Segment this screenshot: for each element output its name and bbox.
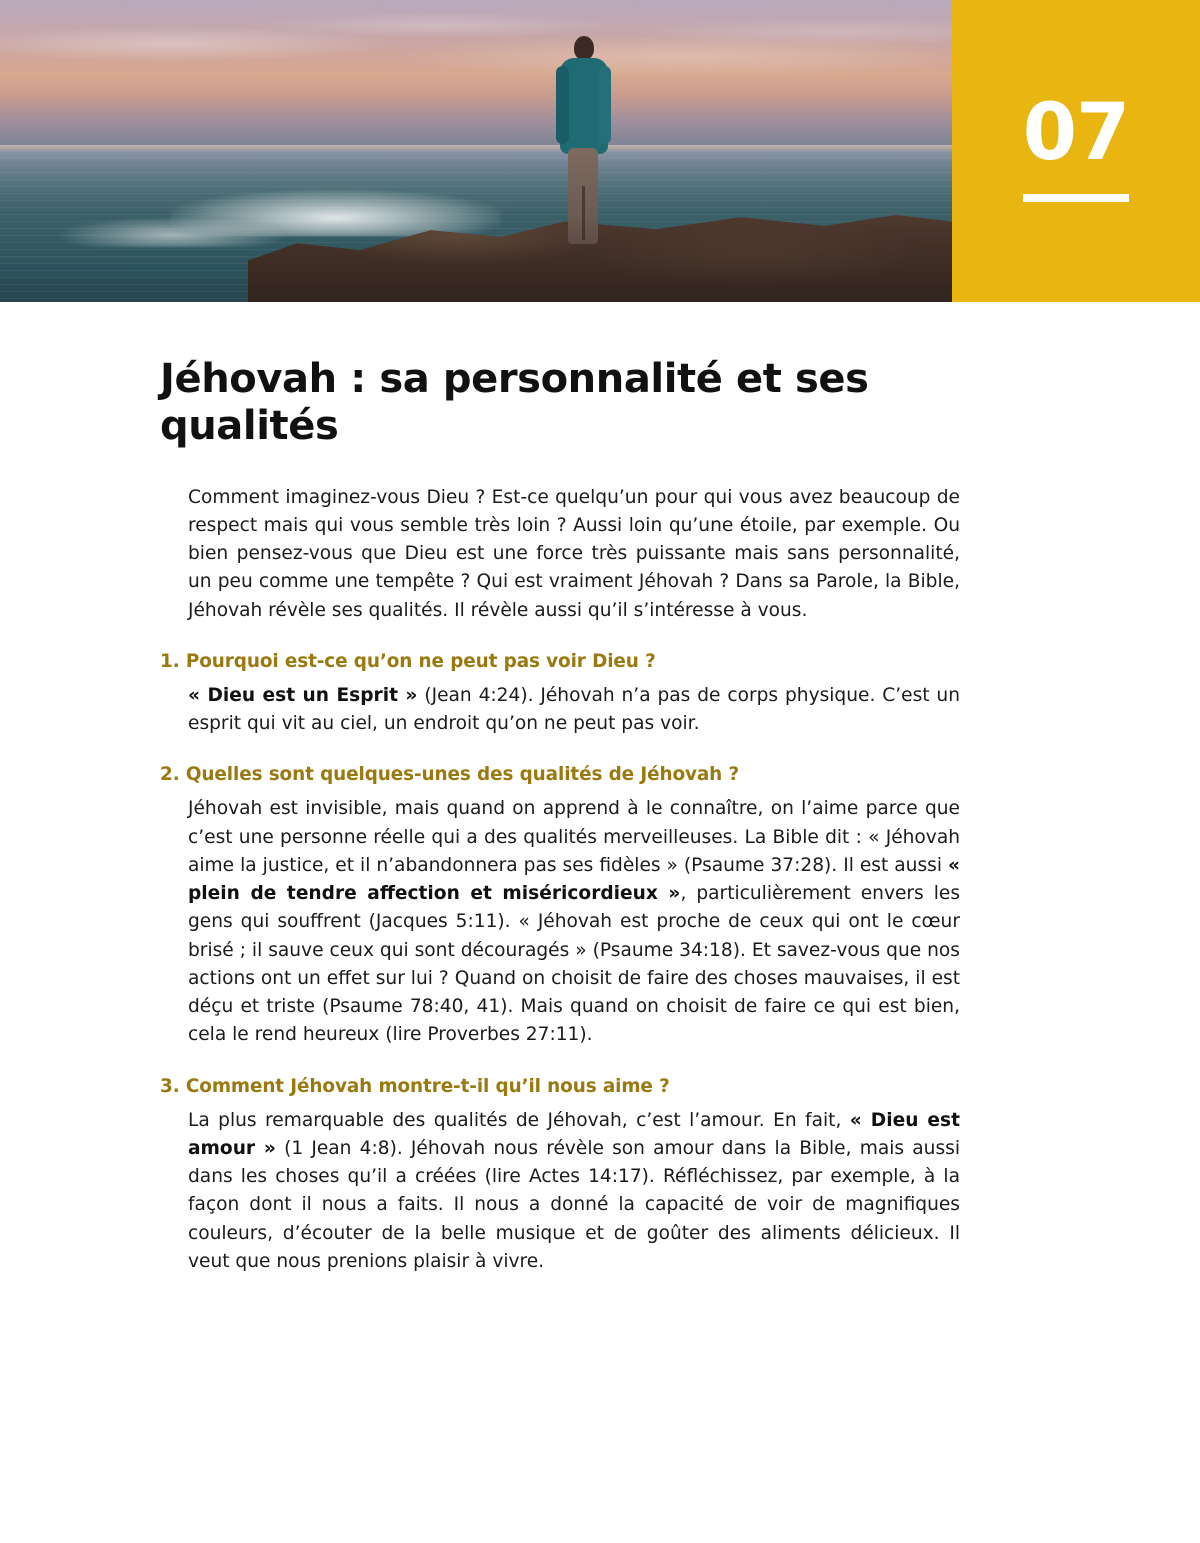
person-left-arm <box>556 66 569 144</box>
intro-paragraph: Comment imaginez-vous Dieu ? Est-ce quelqu’un pour qui vous avez beaucoup de respect mais qui vous semble très loin ? Aussi loin qu’une étoile, par exemple. Ou bien pensez-vous que Dieu est une force très puissante mais sans personnalité, un peu comme une tempête ? Qui est vraiment Jéhovah ? Dans sa Parole, la Bible, Jéhovah révèle ses qualités. Il révèle aussi qu’il s’intéresse à vous. <box>188 486 960 621</box>
article-body <box>160 484 960 1277</box>
breaking-wave-secondary <box>57 217 287 247</box>
hero-photo <box>0 0 952 302</box>
answer-paragraph: La plus remarquable des qualités de Jéhovah, c’est l’amour. En fait, « Dieu est amour » (1 Jean 4:8). Jéhovah nous révèle son amour dans la Bible, mais aussi dans les choses qu’il a créées (lire Actes 14:17). Réfléchissez, par exemple, à la façon dont il nous a faits. Il nous a donné la capacité de voir de magnifiques couleurs, d’écouter de la belle musique et de goûter des aliments délicieux. Il veut que nous prenions plaisir à vivre. <box>188 1109 960 1272</box>
page-title: Jéhovah : sa personnalité et ses qualités <box>160 356 869 449</box>
article-content <box>0 302 1200 1276</box>
lesson-number: 07 <box>1022 88 1130 178</box>
person-right-arm <box>598 66 611 144</box>
person-head <box>574 36 594 60</box>
lesson-number-underline <box>1023 194 1129 202</box>
answer-paragraph: Jéhovah est invisible, mais quand on apprend à le connaître, on l’aime parce que c’est une personne réelle qui a des qualités merveilleuses. La Bible dit : « Jéhovah aime la justice, et il n’abandonnera pas ses fidèles » (Psaume 37:28). Il est aussi « plein de tendre affection et miséricordieux », particulièrement envers les gens qui souffrent (Jacques 5:11). « Jéhovah est proche de ceux qui ont le cœur brisé ; il sauve ceux qui sont découragés » (Psaume 34:18). Et savez-vous que nos actions ont un effet sur lui ? Quand on choisit de faire des choses mauvaises, il est déçu et triste (Psaume 78:40, 41). Mais quand on choisit de faire ce qui est bien, cela le rend heureux (lire Proverbes 27:11). <box>188 798 960 1046</box>
standing-person <box>552 36 614 248</box>
hero-banner <box>0 0 1200 302</box>
answer-paragraph: « Dieu est un Esprit » (Jean 4:24). Jéhovah n’a pas de corps physique. C’est un esprit qui vit au ciel, un endroit qu’on ne peut pas voir. <box>188 684 960 735</box>
question-heading: 2. Quelles sont quelques-unes des qualités de Jéhovah ? <box>160 764 740 786</box>
person-leg-gap <box>582 186 585 240</box>
lesson-number-block <box>952 0 1200 302</box>
clouds <box>0 0 952 157</box>
question-block-1 <box>160 650 960 739</box>
question-heading: 3. Comment Jéhovah montre-t-il qu’il nous aime ? <box>160 1075 670 1097</box>
question-block-3 <box>160 1075 960 1277</box>
question-heading: 1. Pourquoi est-ce qu’on ne peut pas voir Dieu ? <box>160 650 656 672</box>
question-block-2 <box>160 764 960 1049</box>
